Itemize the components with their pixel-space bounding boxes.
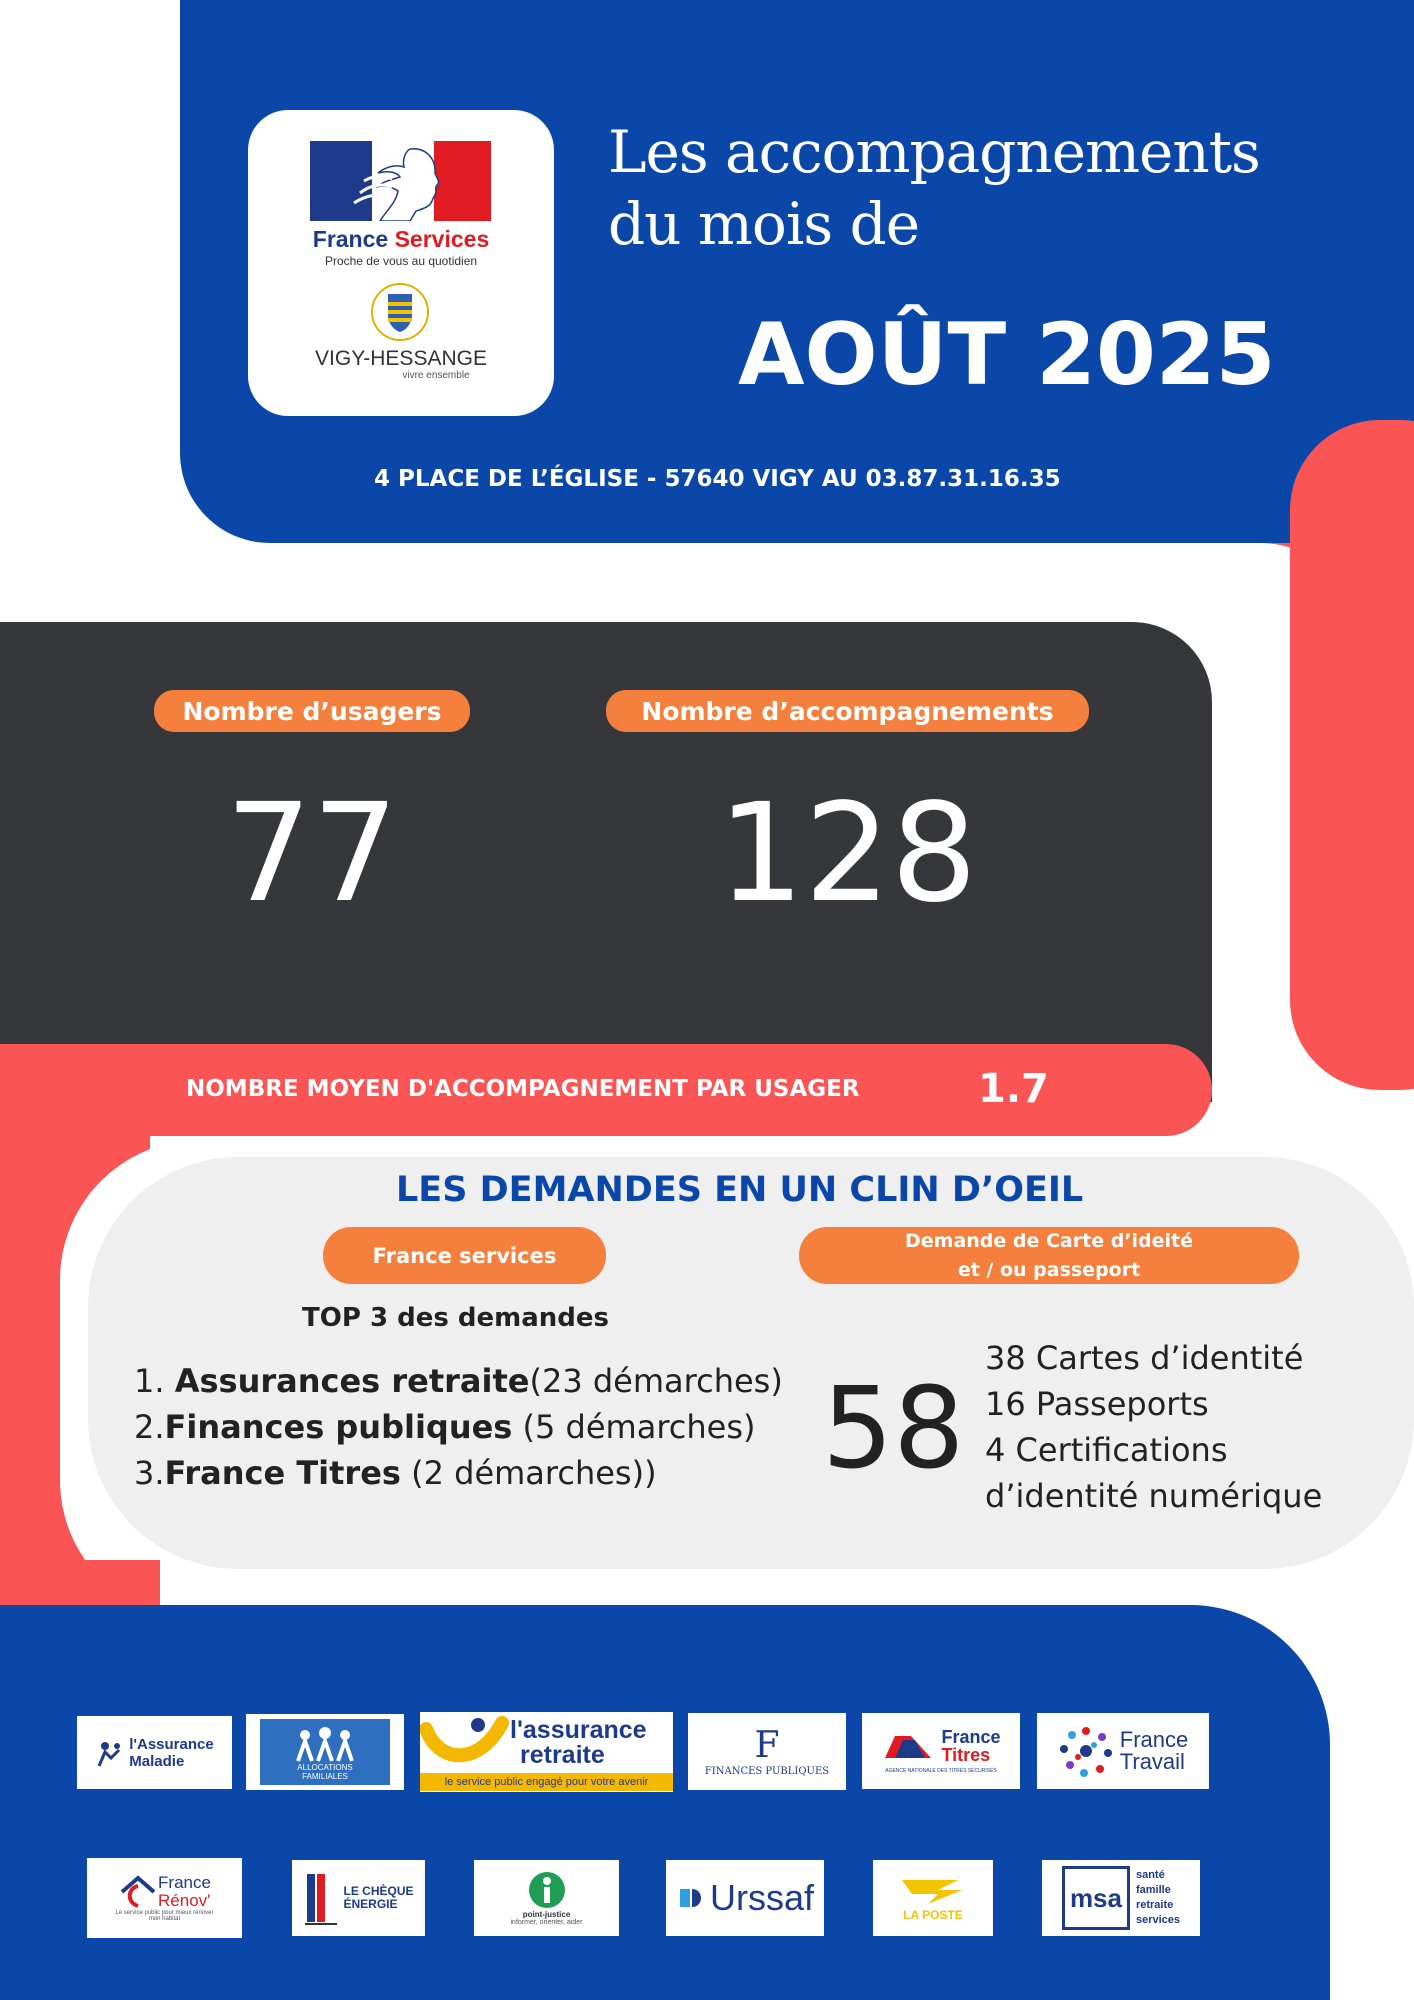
report-month: AOÛT 2025 — [738, 305, 1276, 405]
france-services-tagline: Proche de vous au quotidien — [324, 254, 478, 268]
assurance-retraite-icon — [420, 1715, 510, 1771]
id-requests-line: 4 Certifications — [985, 1431, 1228, 1469]
france-services-brand: France Services — [312, 226, 490, 252]
users-label-pill: Nombre d’usagers — [154, 690, 470, 732]
assurance-maladie-icon — [95, 1738, 125, 1768]
accompaniments-label-pill: Nombre d’accompagnements — [606, 690, 1089, 732]
id-requests-line: 38 Cartes d’identité — [985, 1339, 1304, 1377]
msa-mark: msa — [1062, 1866, 1130, 1930]
top-demand-1: 1. Assurances retraite(23 démarches) — [134, 1362, 783, 1400]
partner-logo-urssaf: Urssaf — [666, 1860, 824, 1936]
marianne-icon — [340, 141, 470, 221]
page-title-line1: Les accompagnements — [608, 118, 1260, 186]
la-poste-bird-icon — [898, 1874, 968, 1908]
partner-logo-finances-publiques: F FINANCES PUBLIQUES — [688, 1713, 846, 1790]
allocations-familiales-block: ALLOCATIONS FAMILIALES — [260, 1719, 390, 1785]
france-titres-icon — [881, 1728, 937, 1764]
id-requests-total: 58 — [822, 1364, 965, 1494]
france-travail-icon — [1058, 1723, 1114, 1779]
requests-title: LES DEMANDES EN UN CLIN D’OEIL — [396, 1170, 1084, 1210]
partner-logo-france-renov: France Rénov' Le service public pour mieux rénover mon habitat — [87, 1858, 242, 1938]
commune-name: VIGY-HESSANGE — [315, 347, 487, 370]
partner-logo-assurance-maladie: l'Assurance Maladie — [77, 1716, 232, 1789]
partner-logo-point-justice: point-justice informer, orienter, aider — [474, 1860, 619, 1936]
partners-footer — [0, 1605, 1330, 2000]
id-requests-line: d’identité numérique — [985, 1477, 1323, 1515]
finances-publiques-mark: F — [754, 1725, 780, 1766]
id-card-pill — [799, 1227, 1299, 1284]
users-count: 77 — [225, 775, 399, 933]
partner-logo-assurance-retraite: l'assurance retraite le service public engagé pour votre avenir — [420, 1712, 673, 1792]
france-services-pill: France services — [323, 1227, 606, 1284]
partner-logo-cheque-energie: LE CHÈQUE ÉNERGIE — [292, 1860, 425, 1936]
commune-tagline: vivre ensemble — [402, 370, 470, 381]
id-card-pill-line1: Demande de Carte d’ideité — [904, 1229, 1194, 1252]
page-title-line2: du mois de — [608, 190, 920, 258]
average-value: 1.7 — [978, 1066, 1049, 1112]
partner-logo-la-poste: LA POSTE — [873, 1860, 993, 1936]
partner-logo-msa: msa santé famille retraite services — [1042, 1860, 1200, 1936]
cheque-energie-icon — [303, 1868, 339, 1928]
partner-logo-allocations-familiales — [246, 1714, 404, 1790]
accompaniments-count: 128 — [717, 775, 978, 933]
france-renov-house-icon — [118, 1874, 158, 1910]
partner-logo-france-titres: France Titres AGENCE NATIONALE DES TITRES SÉCURISÉS — [862, 1713, 1020, 1789]
top-demand-3: 3.France Titres (2 démarches)) — [134, 1454, 657, 1492]
point-justice-icon — [527, 1870, 567, 1910]
red-decor-right — [1290, 420, 1414, 1090]
partner-logo-france-travail: France Travail — [1037, 1713, 1209, 1789]
top-demand-2: 2.Finances publiques (5 démarches) — [134, 1408, 756, 1446]
urssaf-icon — [676, 1883, 706, 1913]
top3-title: TOP 3 des demandes — [302, 1303, 609, 1333]
commune-crest-icon — [368, 280, 432, 344]
average-label: NOMBRE MOYEN D'ACCOMPAGNEMENT PAR USAGER — [186, 1076, 860, 1102]
family-icon — [290, 1727, 360, 1763]
address-line: 4 PLACE DE L’ÉGLISE - 57640 VIGY AU 03.87.31.16.35 — [374, 466, 1061, 492]
id-requests-line: 16 Passeports — [985, 1385, 1209, 1423]
id-card-pill-line2: et / ou passeport — [957, 1258, 1141, 1281]
